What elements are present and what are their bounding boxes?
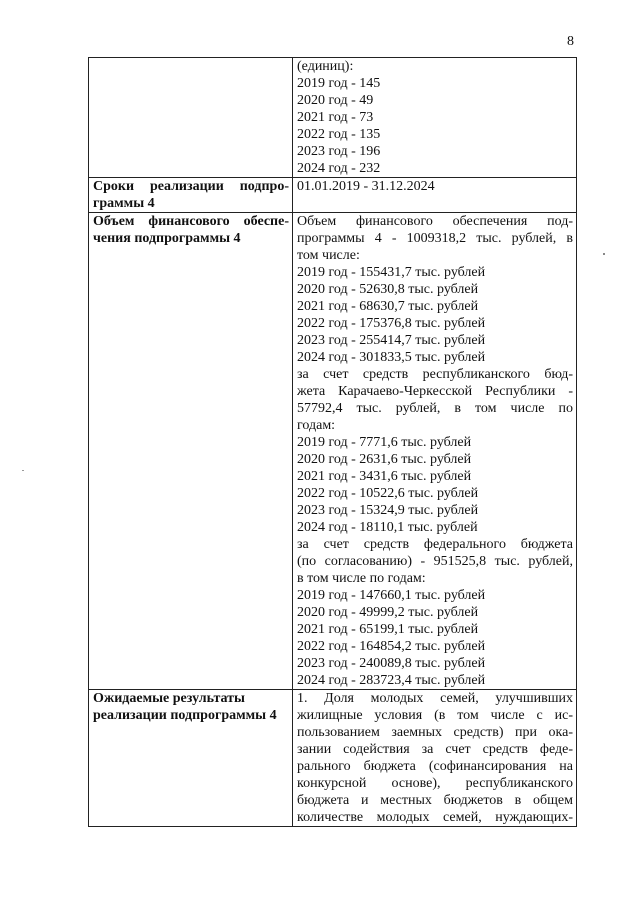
value-line: 2021 год - 65199,1 тыс. рублей (297, 622, 479, 637)
table-row-expected-results (89, 690, 577, 827)
table-row-timeframe (89, 178, 577, 213)
value-line: зании содействия за счет средств феде- (297, 742, 573, 757)
scan-speck (22, 470, 24, 471)
row-label-cell (89, 178, 293, 213)
value-line: (по согласованию) - 951525,8 тыс. рублей, (297, 554, 573, 569)
table-row-indicator-values (89, 58, 577, 178)
value-line: 2022 год - 10522,6 тыс. рублей (297, 486, 479, 501)
row-value-cell (293, 690, 577, 827)
row-value-cell (293, 178, 577, 213)
value-line: конкурсной основе), республиканского (297, 776, 573, 791)
value-line: 2023 год - 196 (297, 144, 381, 159)
value-line: жилищные условия (в том числе с ис- (297, 708, 573, 723)
value-line: рального бюджета (софинансирования на (297, 759, 573, 774)
value-line: 01.01.2019 - 31.12.2024 (297, 179, 435, 194)
value-line: пользованием заемных средств) при ока- (297, 725, 573, 740)
value-line: том числе: (297, 248, 360, 263)
value-line: 2019 год - 145 (297, 76, 381, 91)
scan-speck (603, 253, 605, 255)
table-row-financing (89, 213, 577, 690)
row-value-cell (293, 58, 577, 178)
value-line: 2023 год - 15324,9 тыс. рублей (297, 503, 479, 518)
row-label-line: Сроки реализации подпро- (93, 179, 289, 194)
row-label-cell (89, 213, 293, 690)
value-line: 2023 год - 240089,8 тыс. рублей (297, 656, 486, 671)
row-label-line: чения подпрограммы 4 (93, 231, 241, 246)
value-line: 2024 год - 283723,4 тыс. рублей (297, 673, 486, 688)
value-line: за счет средств федерального бюджета (297, 537, 573, 552)
value-line: в том числе по годам: (297, 571, 426, 586)
value-line: 2022 год - 164854,2 тыс. рублей (297, 639, 486, 654)
row-label-line: Ожидаемые результаты (93, 691, 245, 706)
value-line: 2024 год - 301833,5 тыс. рублей (297, 350, 486, 365)
value-line: 2021 год - 73 (297, 110, 374, 125)
value-line: 2020 год - 52630,8 тыс. рублей (297, 282, 479, 297)
row-label-cell (89, 690, 293, 827)
row-label-line: реализации подпрограммы 4 (93, 708, 277, 723)
row-value-cell (293, 213, 577, 690)
value-line: жета Карачаево-Черкесской Республики - (297, 384, 573, 399)
value-line: (единиц): (297, 59, 354, 74)
value-line: 2021 год - 3431,6 тыс. рублей (297, 469, 472, 484)
value-line: количестве молодых семей, нуждающих- (297, 810, 573, 825)
value-line: 2019 год - 7771,6 тыс. рублей (297, 435, 472, 450)
value-line: 2020 год - 49999,2 тыс. рублей (297, 605, 479, 620)
value-line: 2024 год - 232 (297, 161, 381, 176)
value-line: Объем финансового обеспечения под- (297, 214, 573, 229)
page-number: 8 (567, 34, 574, 49)
value-line: 1. Доля молодых семей, улучшивших (297, 691, 573, 706)
row-label-cell (89, 58, 293, 178)
value-line: 2021 год - 68630,7 тыс. рублей (297, 299, 479, 314)
value-line: 2022 год - 135 (297, 127, 381, 142)
value-line: за счет средств республиканского бюд- (297, 367, 573, 382)
value-line: 2020 год - 2631,6 тыс. рублей (297, 452, 472, 467)
value-line: 2019 год - 155431,7 тыс. рублей (297, 265, 486, 280)
value-line: 2022 год - 175376,8 тыс. рублей (297, 316, 486, 331)
value-line: 57792,4 тыс. рублей, в том числе по (297, 401, 573, 416)
value-line: бюджета и местных бюджетов в общем (297, 793, 573, 808)
row-label-line: граммы 4 (93, 196, 155, 211)
value-line: годам: (297, 418, 336, 433)
value-line: 2023 год - 255414,7 тыс. рублей (297, 333, 486, 348)
row-label-line: Объем финансового обеспе- (93, 214, 289, 229)
value-line: программы 4 - 1009318,2 тыс. рублей, в (297, 231, 573, 246)
value-line: 2024 год - 18110,1 тыс. рублей (297, 520, 478, 535)
value-line: 2020 год - 49 (297, 93, 374, 108)
passport-table (88, 57, 577, 827)
value-line: 2019 год - 147660,1 тыс. рублей (297, 588, 486, 603)
